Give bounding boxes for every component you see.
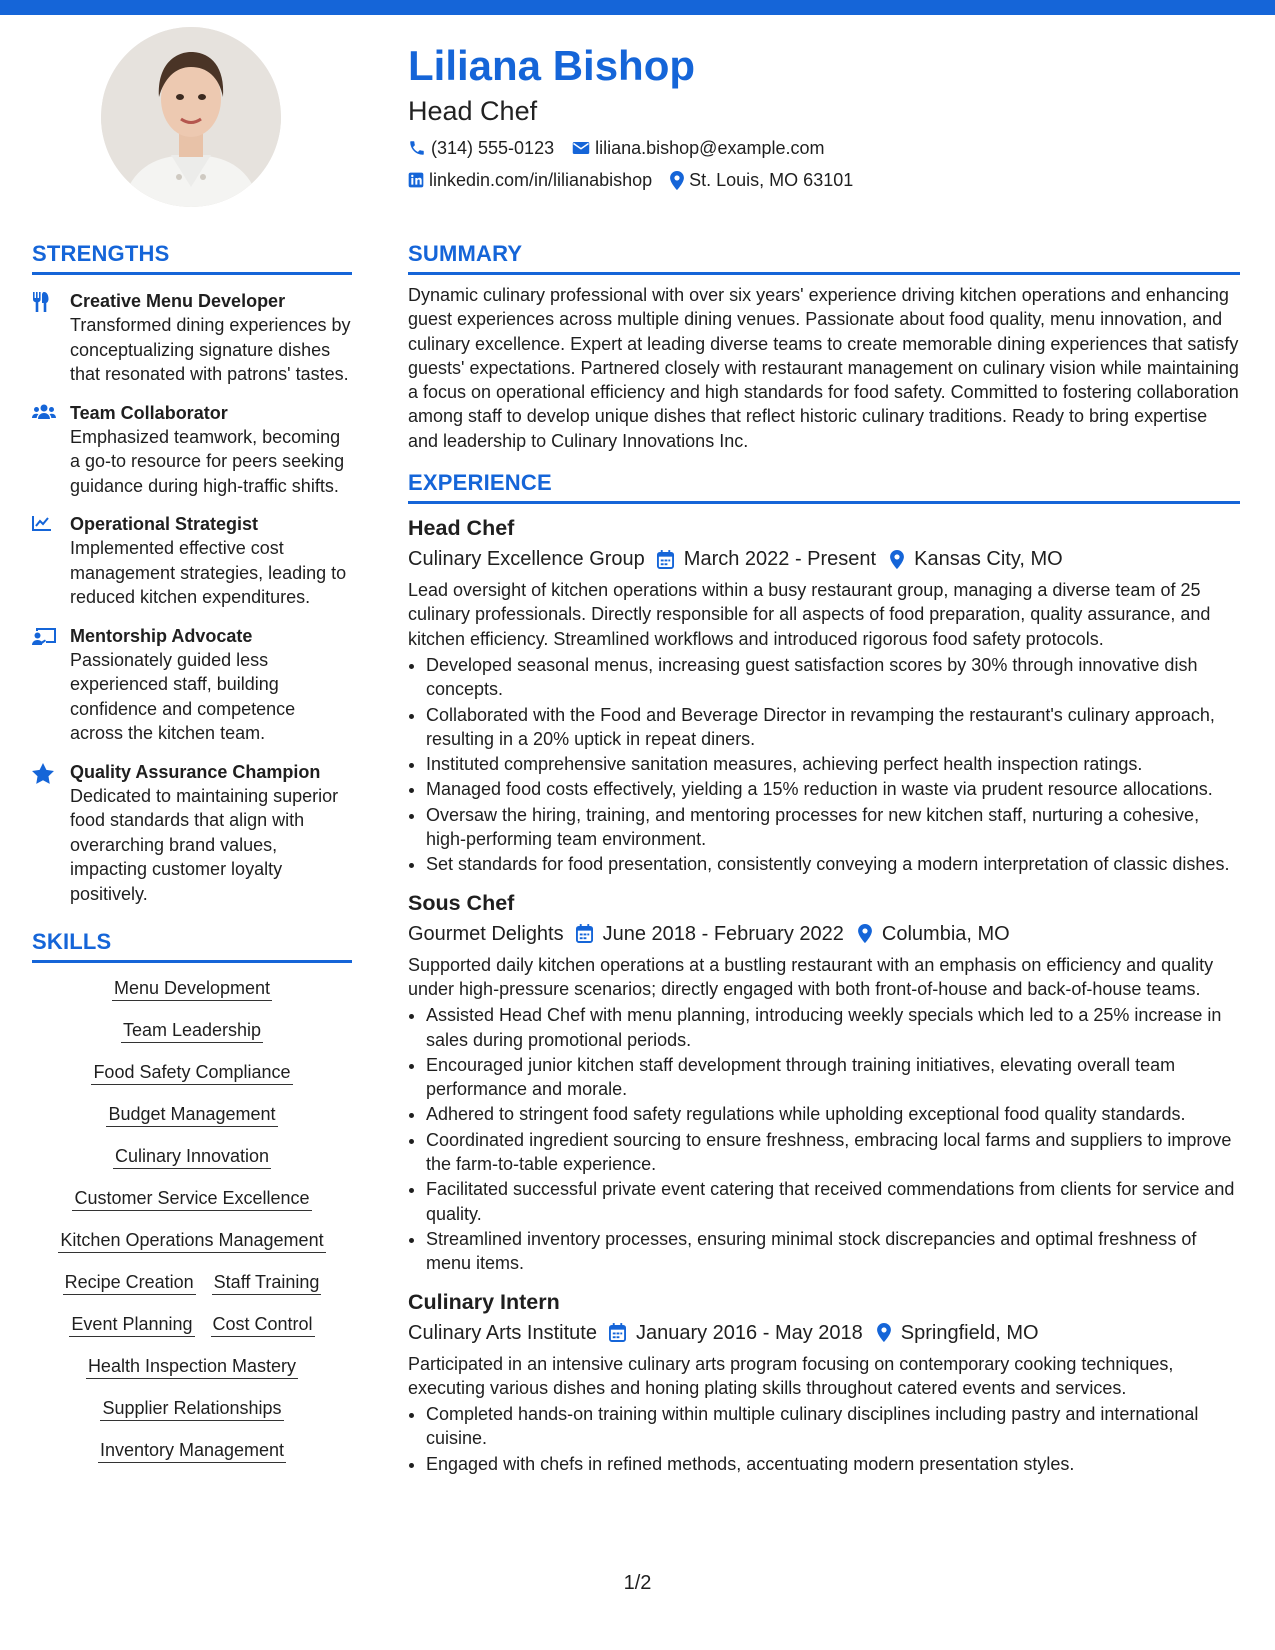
bullet-item: • Set standards for food presentation, consistently conveying a modern interpretation of classic dishes. xyxy=(426,852,1240,876)
job-dates: March 2022 - Present xyxy=(683,548,877,571)
job-entry xyxy=(408,1288,1240,1476)
job-dates: January 2016 - May 2018 xyxy=(635,1321,863,1344)
skill-tag: Food Safety Compliance xyxy=(91,1061,292,1085)
skill-tag: Inventory Management xyxy=(98,1439,286,1463)
job-location-wrap xyxy=(890,545,1063,573)
job-company: Culinary Excellence Group xyxy=(408,548,645,571)
strengths-heading: STRENGTHS xyxy=(32,240,352,275)
bullet-item: • Engaged with chefs in refined methods, accentuating modern presentation styles. xyxy=(426,1452,1240,1476)
top-accent-bar xyxy=(0,0,1275,15)
left-column xyxy=(32,240,352,1481)
candidate-name: Liliana Bishop xyxy=(408,42,696,89)
bullet-item: • Facilitated successful private event catering that received commendations from clients for service and quality. xyxy=(426,1177,1240,1226)
job-bullets xyxy=(408,653,1240,877)
strength-title: Mentorship Advocate xyxy=(70,625,253,646)
envelope-icon xyxy=(572,140,590,156)
skill-tag: Kitchen Operations Management xyxy=(58,1229,325,1253)
right-column xyxy=(408,240,1240,1477)
contact-row-2 xyxy=(408,168,1238,192)
job-title: Head Chef xyxy=(408,516,515,541)
job-dates: June 2018 - February 2022 xyxy=(602,922,844,945)
job-bullets xyxy=(408,1003,1240,1275)
strength-title: Team Collaborator xyxy=(70,402,228,423)
strength-description: Implemented effective cost management strategies, leading to reduced kitchen expenditures. xyxy=(70,538,347,607)
users-icon xyxy=(32,404,56,420)
email-text[interactable]: liliana.bishop@example.com xyxy=(595,138,825,158)
job-entry xyxy=(408,889,1240,1276)
resume-header xyxy=(408,40,1238,192)
job-entry xyxy=(408,514,1240,877)
strength-title: Creative Menu Developer xyxy=(70,291,286,311)
skill-tag: Health Inspection Mastery xyxy=(86,1355,298,1379)
strength-description: Transformed dining experiences by conceptualizing signature dishes that resonated with patrons' tastes. xyxy=(70,315,351,384)
profile-photo xyxy=(101,27,281,207)
star-icon xyxy=(32,763,54,784)
skills-heading: SKILLS xyxy=(32,928,352,963)
job-description: Participated in an intensive culinary arts program focusing on contemporary cooking techniques, executing various dishes and honing plating skills throughout catered events and services. xyxy=(408,1353,1174,1398)
bullet-item: • Assisted Head Chef with menu planning, introducing weekly specials which led to a 25% increase in sales during promotional periods. xyxy=(426,1003,1240,1052)
skill-tag: Supplier Relationships xyxy=(100,1397,283,1421)
bullet-item: • Adhered to stringent food safety regulations while upholding exceptional food quality standards. xyxy=(426,1102,1240,1126)
location-text: St. Louis, MO 63101 xyxy=(689,170,854,190)
strength-title: Quality Assurance Champion xyxy=(70,761,321,782)
job-company: Gourmet Delights xyxy=(408,922,564,945)
candidate-title: Head Chef xyxy=(408,96,538,126)
linkedin-contact xyxy=(408,168,652,192)
bullet-item: • Instituted comprehensive sanitation measures, achieving perfect health inspection ratings. xyxy=(426,752,1240,776)
skill-tag: Event Planning xyxy=(69,1313,194,1337)
job-company: Culinary Arts Institute xyxy=(408,1321,597,1344)
skill-tag: Team Leadership xyxy=(121,1019,263,1043)
job-dates-wrap xyxy=(609,1319,863,1347)
portrait-image xyxy=(101,27,281,207)
strength-item xyxy=(32,401,352,499)
bullet-item: • Streamlined inventory processes, ensuring minimal stock discrepancies and optimal freshness of menu items. xyxy=(426,1227,1240,1276)
phone-text[interactable]: (314) 555-0123 xyxy=(431,138,555,158)
bullet-item: • Coordinated ingredient sourcing to ensure freshness, embracing local farms and suppliers to improve the farm-to-table experience. xyxy=(426,1128,1240,1177)
skills-list xyxy=(32,977,352,1463)
job-dates-wrap xyxy=(657,545,876,573)
email-contact xyxy=(572,136,824,160)
job-title: Culinary Intern xyxy=(408,1289,560,1314)
strength-item xyxy=(32,624,352,746)
bullet-item: • Collaborated with the Food and Beverage Director in revamping the restaurant's culinary approach, resulting in a 20% uptick in repeat diners. xyxy=(426,703,1240,752)
job-location-wrap xyxy=(858,920,1010,948)
chart-line-icon xyxy=(32,515,52,531)
skill-tag: Recipe Creation xyxy=(63,1271,196,1295)
strength-description: Passionately guided less experienced staff, building confidence and competence across the kitchen team. xyxy=(70,649,296,743)
strength-item xyxy=(32,760,352,907)
phone-icon xyxy=(408,139,426,157)
skill-tag: Cost Control xyxy=(211,1313,315,1337)
experience-heading: EXPERIENCE xyxy=(408,469,1240,504)
job-location: Columbia, MO xyxy=(881,922,1010,945)
summary-text: Dynamic culinary professional with over six years' experience driving kitchen operations and enhancing guest experiences across multiple dining venues. Passionate about food quality, menu innovation, and culinary excellence. Expert at leading diverse teams to create memorable dining experiences that satisfy guests' expectations. Partnered closely with restaurant management on culinary vision while maintaining a focus on operational efficiency and high standards for food safety. Committed to fostering collaboration among staff to develop unique dishes that reflect historic culinary traditions. Ready to bring expertise and leadership to Culinary Innovations Inc. xyxy=(408,285,1239,451)
contact-row-1 xyxy=(408,136,1238,160)
map-pin-icon xyxy=(877,1323,891,1342)
map-pin-icon xyxy=(890,550,904,569)
calendar-icon xyxy=(576,924,593,943)
bullet-item: • Managed food costs effectively, yielding a 15% reduction in waste via prudent resource allocations. xyxy=(426,777,1240,801)
job-description: Supported daily kitchen operations at a bustling restaurant with an emphasis on efficiency and quality under high-pressure scenarios; directly engaged with both front-of-house and back-of-house teams. xyxy=(408,954,1214,999)
strength-description: Emphasized teamwork, becoming a go-to resource for peers seeking guidance during high-traffic shifts. xyxy=(70,426,345,496)
job-meta xyxy=(408,920,1240,948)
bullet-item: • Developed seasonal menus, increasing guest satisfaction scores by 30% through innovative dish concepts. xyxy=(426,653,1240,702)
job-title: Sous Chef xyxy=(408,890,515,915)
map-pin-icon xyxy=(670,171,684,190)
bullet-item: • Completed hands-on training within multiple culinary disciplines including pastry and international cuisine. xyxy=(426,1402,1240,1451)
strength-title: Operational Strategist xyxy=(70,514,259,534)
skill-tag: Culinary Innovation xyxy=(113,1145,271,1169)
job-bullets xyxy=(408,1402,1240,1476)
bullet-item: • Oversaw the hiring, training, and mentoring processes for new kitchen staff, nurturing a cohesive, high-performing team environment. xyxy=(426,803,1240,852)
job-dates-wrap xyxy=(576,920,844,948)
job-location: Springfield, MO xyxy=(900,1321,1039,1344)
linkedin-text[interactable]: linkedin.com/in/lilianabishop xyxy=(429,170,653,190)
bullet-item: • Encouraged junior kitchen staff development through training initiatives, elevating overall team performance and morale. xyxy=(426,1053,1240,1102)
calendar-icon xyxy=(657,550,674,569)
job-description: Lead oversight of kitchen operations within a busy restaurant group, managing a diverse team of 25 culinary professionals. Directly responsible for all aspects of food preparation, quality assurance, and kitchen efficiency. Streamlined workflows and introduced rigorous food safety protocols. xyxy=(408,580,1211,649)
page-number: 1/2 xyxy=(623,1572,652,1594)
skill-tag: Staff Training xyxy=(212,1271,322,1295)
linkedin-icon xyxy=(408,172,424,188)
location-contact xyxy=(670,168,853,192)
map-pin-icon xyxy=(858,924,872,943)
chalkboard-teacher-icon xyxy=(32,627,56,645)
job-meta xyxy=(408,1319,1240,1347)
job-location: Kansas City, MO xyxy=(914,548,1063,571)
phone-contact xyxy=(408,136,554,160)
skill-tag: Customer Service Excellence xyxy=(72,1187,311,1211)
skill-tag: Menu Development xyxy=(112,977,272,1001)
strength-item xyxy=(32,289,352,387)
job-location-wrap xyxy=(877,1319,1039,1347)
strength-description: Dedicated to maintaining superior food standards that align with overarching brand values, impacting customer loyalty positively. xyxy=(70,785,339,904)
calendar-icon xyxy=(609,1323,626,1342)
utensils-icon xyxy=(32,292,50,312)
job-meta xyxy=(408,545,1240,573)
strength-item xyxy=(32,512,352,610)
summary-heading: SUMMARY xyxy=(408,240,1240,275)
skill-tag: Budget Management xyxy=(106,1103,277,1127)
